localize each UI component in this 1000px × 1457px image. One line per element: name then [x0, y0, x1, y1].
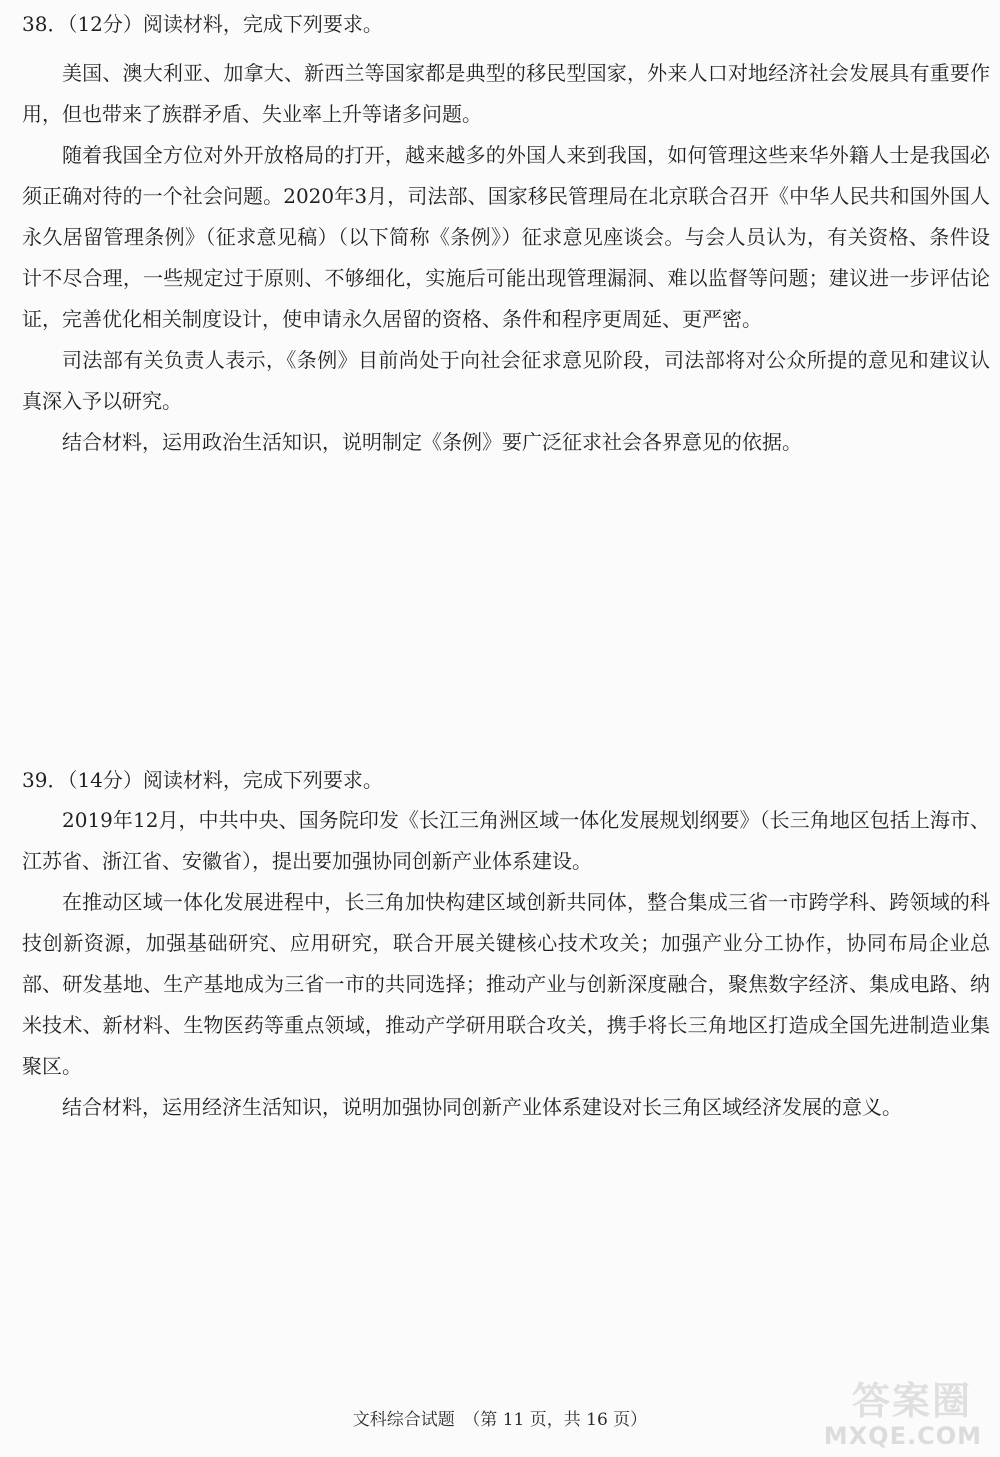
question-38-paragraph-3: 司法部有关负责人表示，《条例》目前尚处于向社会征求意见阶段，司法部将对公众所提的意见和建议认真深入予以研究。	[22, 348, 990, 413]
question-39-paragraph-1: 2019年12月，中共中央、国务院印发《长江三角洲区域一体化发展规划纲要》（长三角地区包括上海市、江苏省、浙江省、安徽省），提出要加强协同创新产业体系建设。	[22, 808, 990, 873]
watermark-url: MXQE.COM	[823, 1422, 982, 1450]
question-39-header: 39．（14分）阅读材料，完成下列要求。	[22, 768, 383, 792]
watermark	[802, 1370, 992, 1454]
question-38-paragraph-2: 随着我国全方位对外开放格局的打开，越来越多的外国人来到我国，如何管理这些来华外籍人士是我国必须正确对待的一个社会问题。2020年3月，司法部、国家移民管理局在北京联合召开《中华人民共和国外国人永久居留管理条例》（征求意见稿）（以下简称《条例》）征求意见座谈会。与会人员认为，有关资格、条件设计不尽合理，一些规定过于原则、不够细化，实施后可能出现管理漏洞、难以监督等问题；建议进一步评估论证，完善优化相关制度设计，使申请永久居留的资格、条件和程序更周延、更严密。	[22, 143, 990, 331]
question-39-prompt: 结合材料，运用经济生活知识，说明加强协同创新产业体系建设对长三角区域经济发展的意义。	[62, 1095, 902, 1119]
question-38-prompt: 结合材料，运用政治生活知识，说明制定《条例》要广泛征求社会各界意见的依据。	[62, 430, 802, 454]
question-39	[22, 764, 990, 1128]
question-38-header: 38．（12分）阅读材料，完成下列要求。	[22, 12, 383, 36]
page-footer: 文科综合试题 （第 11 页，共 16 页）	[352, 1410, 648, 1430]
question-38-paragraph-1: 美国、澳大利亚、加拿大、新西兰等国家都是典型的移民型国家，外来人口对地经济社会发展具有重要作用，但也带来了族群矛盾、失业率上升等诸多问题。	[22, 61, 990, 126]
watermark-logo: 答案圈	[851, 1379, 972, 1423]
question-38	[22, 8, 990, 463]
question-39-paragraph-2: 在推动区域一体化发展进程中，长三角加快构建区域创新共同体，整合集成三省一市跨学科、跨领域的科技创新资源，加强基础研究、应用研究，联合开展关键核心技术攻关；加强产业分工协作，协同布局企业总部、研发基地、生产基地成为三省一市的共同选择；推动产业与创新深度融合，聚焦数字经济、集成电路、纳米技术、新材料、生物医药等重点领域，推动产学研用联合攻关，携手将长三角地区打造成全国先进制造业集聚区。	[22, 890, 990, 1078]
